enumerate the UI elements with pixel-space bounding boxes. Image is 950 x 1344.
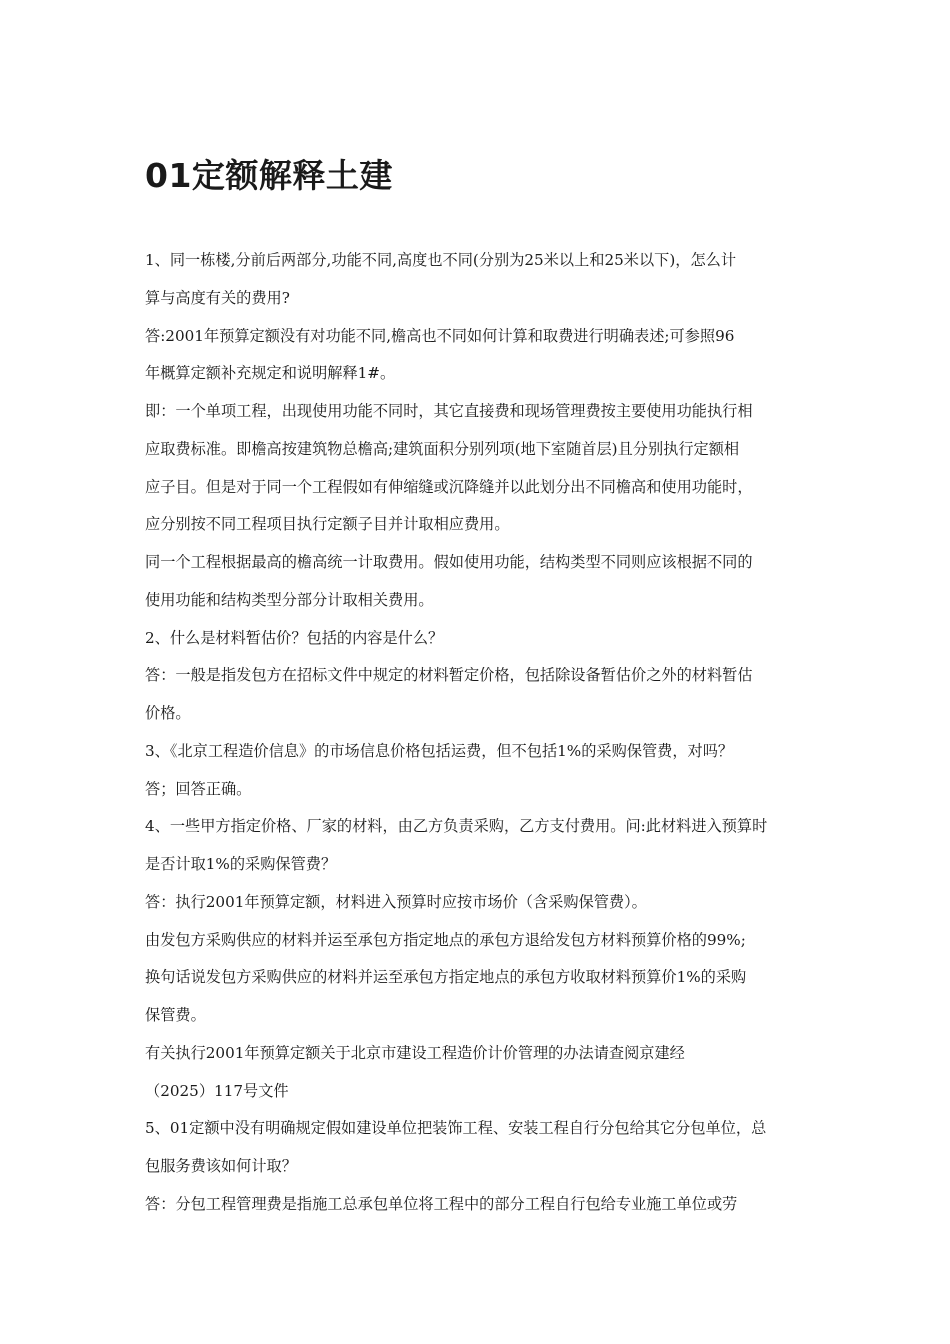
text-line: 答；回答正确。 — [145, 779, 252, 798]
text-line: 答：一般是指发包方在招标文件中规定的材料暂定价格，包括除设备暂估价之外的材料暂估 — [145, 666, 753, 685]
text-line: 算与高度有关的费用? — [145, 288, 290, 307]
text-line: 包服务费该如何计取？ — [145, 1157, 297, 1175]
text-line: 答：执行2001年预算定额，材料进入预算时应按市场价（含采购保管费）。 — [145, 892, 647, 911]
text-line: 答:2001年预算定额没有对功能不同,檐高也不同如何计算和取费进行明确表述;可参照96 — [145, 326, 735, 345]
document-title: 01定额解释土建 — [145, 156, 393, 195]
text-line: 应子目。但是对于同一个工程假如有伸缩缝或沉降缝并以此划分出不同檐高和使用功能时， — [145, 477, 753, 496]
text-line: 保管费。 — [145, 1006, 206, 1024]
text-line: （2025）117号文件 — [145, 1081, 289, 1100]
text-line: 答：分包工程管理费是指施工总承包单位将工程中的部分工程自行包给专业施工单位或劳 — [145, 1194, 738, 1213]
text-line: 5、01定额中没有明确规定假如建设单位把装饰工程、安装工程自行分包给其它分包单位，总 — [145, 1119, 767, 1138]
text-line: 2、什么是材料暂估价？包括的内容是什么？ — [145, 628, 444, 647]
text-line: 有关执行2001年预算定额关于北京市建设工程造价计价管理的办法请查阅京建经 — [145, 1043, 685, 1062]
text-line: 同一个工程根据最高的檐高统一计取费用。假如使用功能，结构类型不同则应该根据不同的 — [145, 553, 753, 571]
text-line: 应分别按不同工程项目执行定额子目并计取相应费用。 — [145, 515, 510, 534]
text-line: 换句话说发包方采购供应的材料并运至承包方指定地点的承包方收取材料预算价1%的采购 — [145, 968, 747, 987]
document-body — [145, 242, 809, 1224]
text-line: 1、同一栋楼,分前后两部分,功能不同,高度也不同(分别为25米以上和25米以下)，怎么计 — [145, 251, 737, 269]
text-line: 应取费标准。即檐高按建筑物总檐高;建筑面积分别列项(地下室随首层)且分别执行定额相 — [145, 439, 740, 458]
text-line: 使用功能和结构类型分部分计取相关费用。 — [145, 590, 434, 609]
text-line: 年概算定额补充规定和说明解释1#。 — [145, 364, 396, 383]
text-line: 即：一个单项工程，出现使用功能不同时，其它直接费和现场管理费按主要使用功能执行相 — [145, 402, 753, 420]
text-line: 3、《北京工程造价信息》的市场信息价格包括运费，但不包括1%的采购保管费，对吗？ — [145, 741, 734, 760]
text-line: 由发包方采购供应的材料并运至承包方指定地点的承包方退给发包方材料预算价格的99%; — [145, 930, 746, 949]
text-line: 4、一些甲方指定价格、厂家的材料，由乙方负责采购，乙方支付费用。问:此材料进入预算时 — [145, 817, 768, 836]
text-line: 价格。 — [145, 704, 191, 722]
text-line: 是否计取1%的采购保管费？ — [145, 855, 337, 873]
